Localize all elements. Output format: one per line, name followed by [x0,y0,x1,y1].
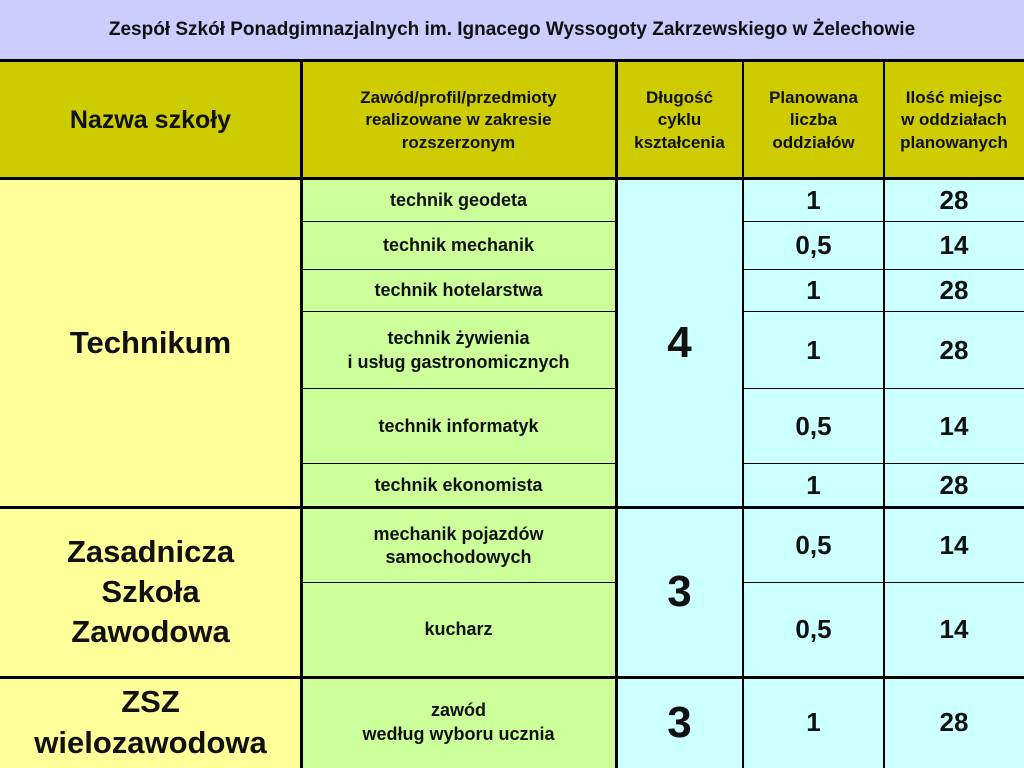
places-cell: 28 [884,312,1024,389]
profession-cell: technik informatyk [301,389,616,464]
header-school-name: Nazwa szkoły [0,62,301,179]
header-places: Ilość miejsc w oddziałach planowanych [884,62,1024,179]
classes-cell: 1 [743,270,884,312]
classes-cell: 0,5 [743,583,884,677]
cycle-zsz-multi: 3 [616,677,743,768]
profession-cell: technik hotelarstwa [301,270,616,312]
classes-cell: 0,5 [743,507,884,583]
school-name-technikum: Technikum [0,179,301,507]
places-cell: 28 [884,270,1024,312]
profession-cell: technik geodeta [301,179,616,222]
school-name-zsz-multi: ZSZ wielozawodowa [0,677,301,768]
divider [0,177,1024,180]
divider [0,506,1024,509]
places-cell: 28 [884,179,1024,222]
classes-cell: 0,5 [743,389,884,464]
profession-cell: technik ekonomista [301,464,616,507]
divider [301,311,616,312]
profession-cell: zawód według wyboru ucznia [301,677,616,768]
divider [301,221,616,222]
profession-cell: technik żywienia i usług gastronomicznych [301,312,616,389]
divider [301,388,616,389]
places-cell: 14 [884,507,1024,583]
cycle-zsz: 3 [616,507,743,677]
classes-cell: 1 [743,312,884,389]
places-cell: 14 [884,389,1024,464]
classes-cell: 1 [743,677,884,768]
places-cell: 14 [884,583,1024,677]
header-cycle: Długość cyklu kształcenia [616,62,743,179]
header-classes: Planowana liczba oddziałów [743,62,884,179]
header-profession: Zawód/profil/przedmioty realizowane w zakresie rozszerzonym [301,62,616,179]
divider [301,463,616,464]
divider [0,676,1024,679]
divider [883,62,885,768]
profession-cell: mechanik pojazdów samochodowych [301,507,616,583]
school-name-zsz: Zasadnicza Szkoła Zawodowa [0,507,301,677]
divider [301,269,616,270]
classes-cell: 0,5 [743,222,884,270]
divider [301,582,616,583]
divider [615,62,618,768]
divider [300,62,303,768]
places-cell: 28 [884,677,1024,768]
divider [742,62,744,768]
profession-cell: technik mechanik [301,222,616,270]
classes-cell: 1 [743,179,884,222]
places-cell: 28 [884,464,1024,507]
classes-cell: 1 [743,464,884,507]
page-title: Zespół Szkół Ponadgimnazjalnych im. Ignacego Wyssogoty Zakrzewskiego w Żelechowie [0,0,1024,62]
cycle-technikum: 4 [616,179,743,507]
places-cell: 14 [884,222,1024,270]
profession-cell: kucharz [301,583,616,677]
